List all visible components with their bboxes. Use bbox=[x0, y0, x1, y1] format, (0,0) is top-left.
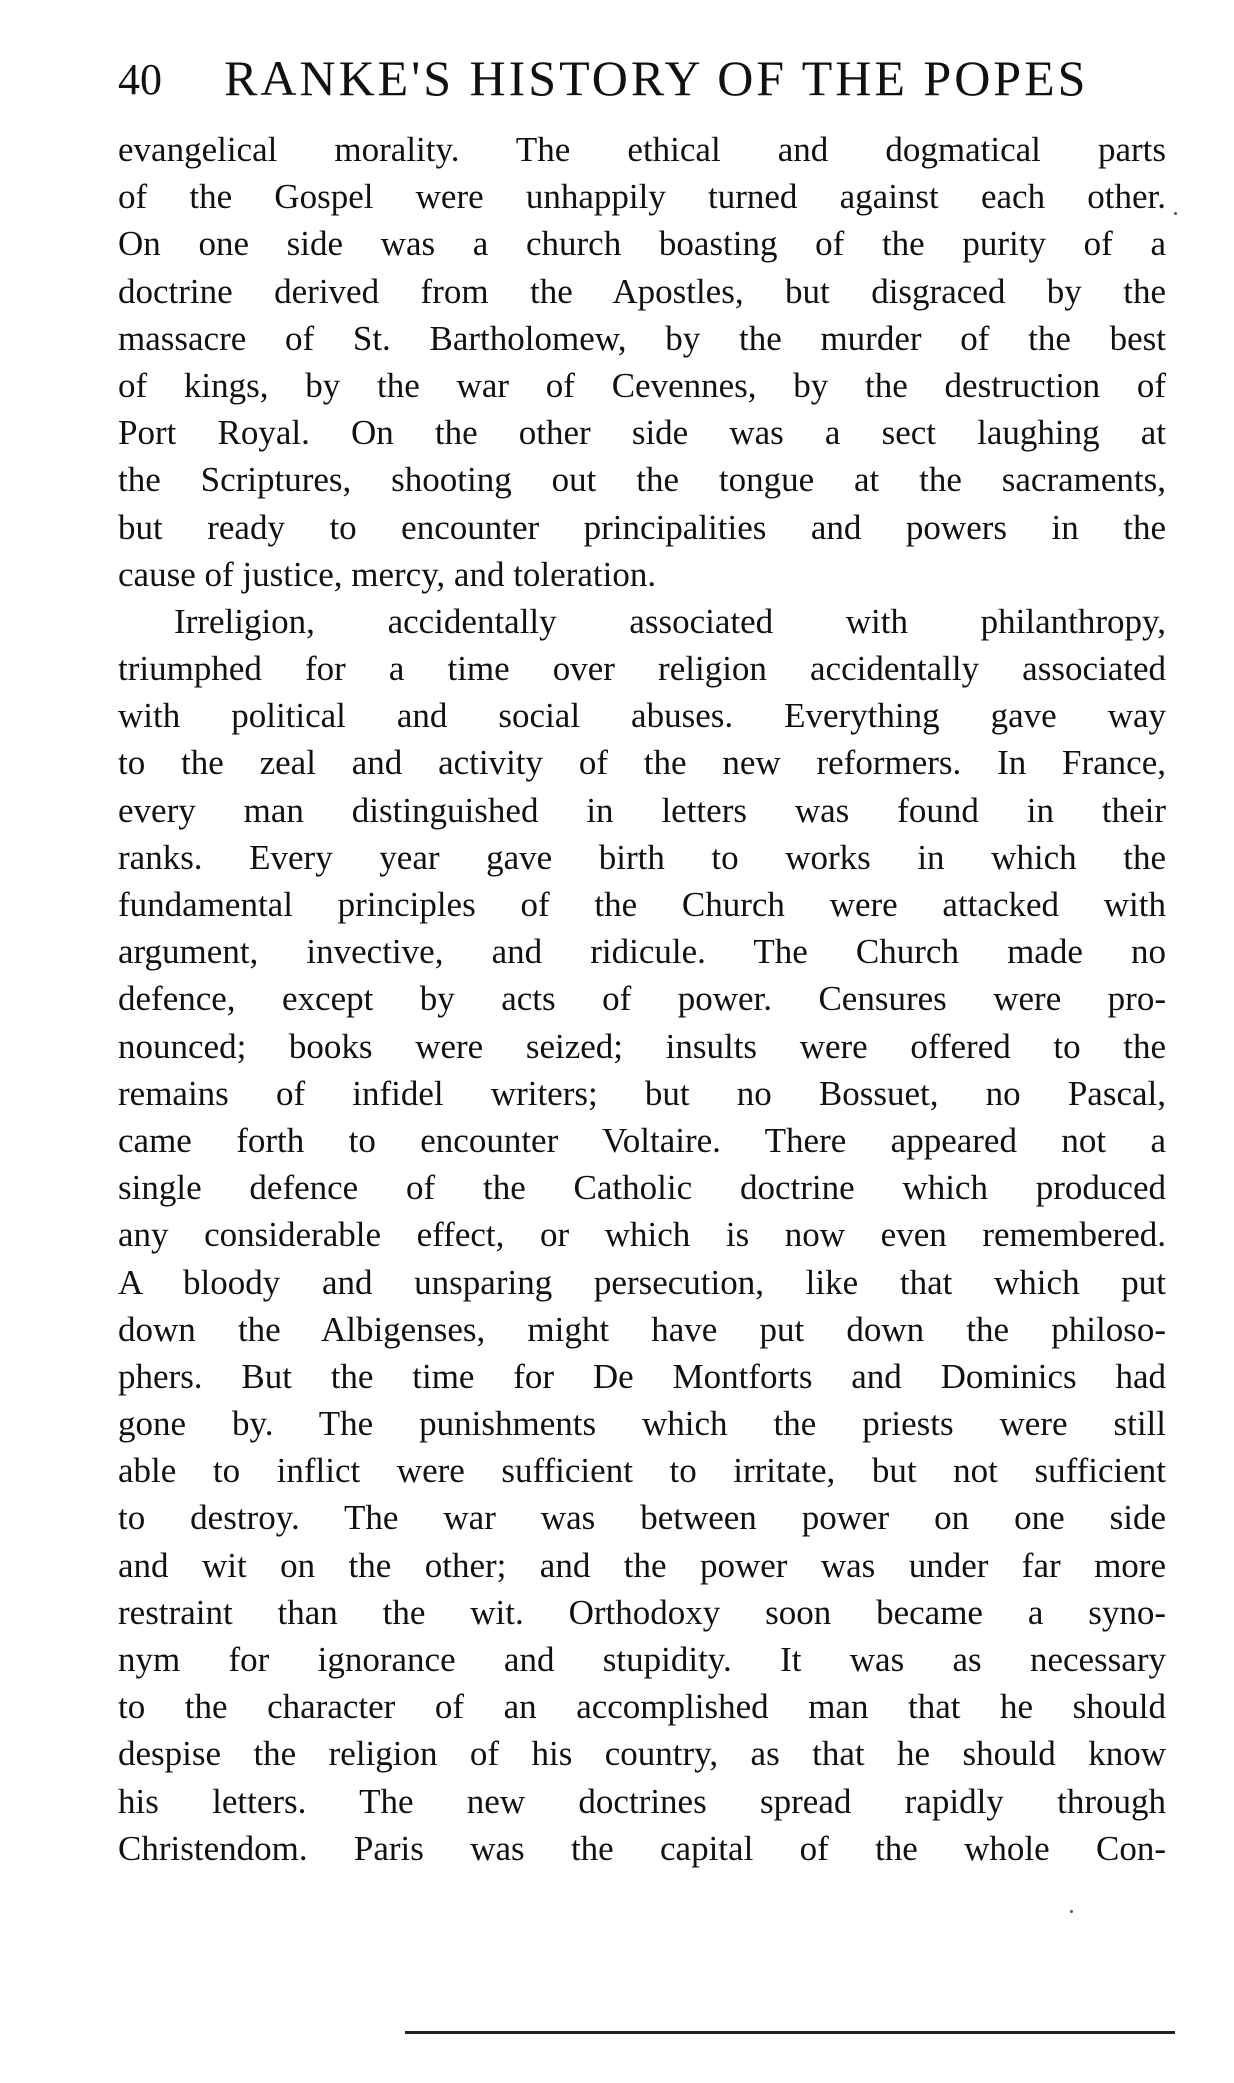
text-line: triumphed for a time over religion accidentally associated bbox=[118, 649, 1166, 689]
text-line: to the character of an accomplished man that he should bbox=[118, 1687, 1166, 1727]
text-line: of kings, by the war of Cevennes, by the destruction of bbox=[118, 365, 1166, 405]
running-head bbox=[118, 50, 1168, 110]
text-line: defence, except by acts of power. Censures were pro- bbox=[118, 979, 1166, 1019]
text-line: his letters. The new doctrines spread rapidly through bbox=[118, 1781, 1166, 1821]
text-line: Irreligion, accidentally associated with philanthropy, bbox=[174, 601, 1166, 641]
text-line: doctrine derived from the Apostles, but disgraced by the bbox=[118, 271, 1166, 311]
text-line: evangelical morality. The ethical and dogmatical parts bbox=[118, 130, 1166, 169]
text-line: nym for ignorance and stupidity. It was as necessary bbox=[118, 1640, 1166, 1679]
body-text bbox=[118, 126, 1166, 1872]
text-line: to destroy. The war was between power on one side bbox=[118, 1498, 1166, 1538]
text-line: able to inflict were sufficient to irritate, but not sufficient bbox=[118, 1451, 1166, 1491]
text-line: remains of infidel writers; but no Bossuet, no Pascal, bbox=[118, 1073, 1166, 1113]
bottom-rule bbox=[405, 2031, 1175, 2034]
text-line: fundamental principles of the Church were attacked with bbox=[118, 885, 1166, 924]
text-line: Port Royal. On the other side was a sect laughing at bbox=[118, 413, 1166, 453]
text-line: restraint than the wit. Orthodoxy soon became a syno- bbox=[118, 1592, 1166, 1632]
text-line: A bloody and unsparing persecution, like that which put bbox=[118, 1262, 1166, 1302]
text-line: of the Gospel were unhappily turned against each other. bbox=[118, 177, 1166, 217]
page-number: 40 bbox=[118, 55, 162, 104]
running-title: RANKE'S HISTORY OF THE POPES bbox=[224, 50, 1089, 106]
text-line: the Scriptures, shooting out the tongue at the sacraments, bbox=[118, 460, 1166, 500]
text-line: and wit on the other; and the power was under far more bbox=[118, 1545, 1166, 1585]
text-line: came forth to encounter Voltaire. There appeared not a bbox=[118, 1120, 1166, 1160]
ink-speck bbox=[1174, 212, 1177, 215]
text-line: single defence of the Catholic doctrine which produced bbox=[118, 1168, 1166, 1208]
text-line: nounced; books were seized; insults were offered to the bbox=[118, 1026, 1166, 1066]
text-line: cause of justice, mercy, and toleration. bbox=[118, 554, 657, 594]
text-line: any considerable effect, or which is now even remembered. bbox=[118, 1215, 1166, 1255]
text-line: but ready to encounter principalities and powers in the bbox=[118, 507, 1166, 547]
text-line: argument, invective, and ridicule. The Church made no bbox=[118, 932, 1166, 972]
text-line: gone by. The punishments which the priests were still bbox=[118, 1404, 1166, 1444]
text-line: to the zeal and activity of the new reformers. In France, bbox=[118, 743, 1166, 783]
text-line: every man distinguished in letters was found in their bbox=[118, 790, 1166, 830]
text-line: On one side was a church boasting of the purity of a bbox=[118, 224, 1166, 264]
text-line: with political and social abuses. Everything gave way bbox=[118, 696, 1166, 736]
text-line: Christendom. Paris was the capital of the whole Con- bbox=[118, 1828, 1166, 1868]
text-line: massacre of St. Bartholomew, by the murder of the best bbox=[118, 318, 1166, 358]
text-line: phers. But the time for De Montforts and Dominics had bbox=[118, 1356, 1166, 1396]
paragraph bbox=[118, 126, 1166, 598]
text-line: despise the religion of his country, as that he should know bbox=[118, 1734, 1166, 1774]
text-line: ranks. Every year gave birth to works in which the bbox=[118, 837, 1166, 877]
ink-speck bbox=[1070, 1910, 1073, 1913]
text-line: down the Albigenses, might have put down the philoso- bbox=[118, 1309, 1166, 1349]
paragraph bbox=[118, 598, 1166, 1872]
